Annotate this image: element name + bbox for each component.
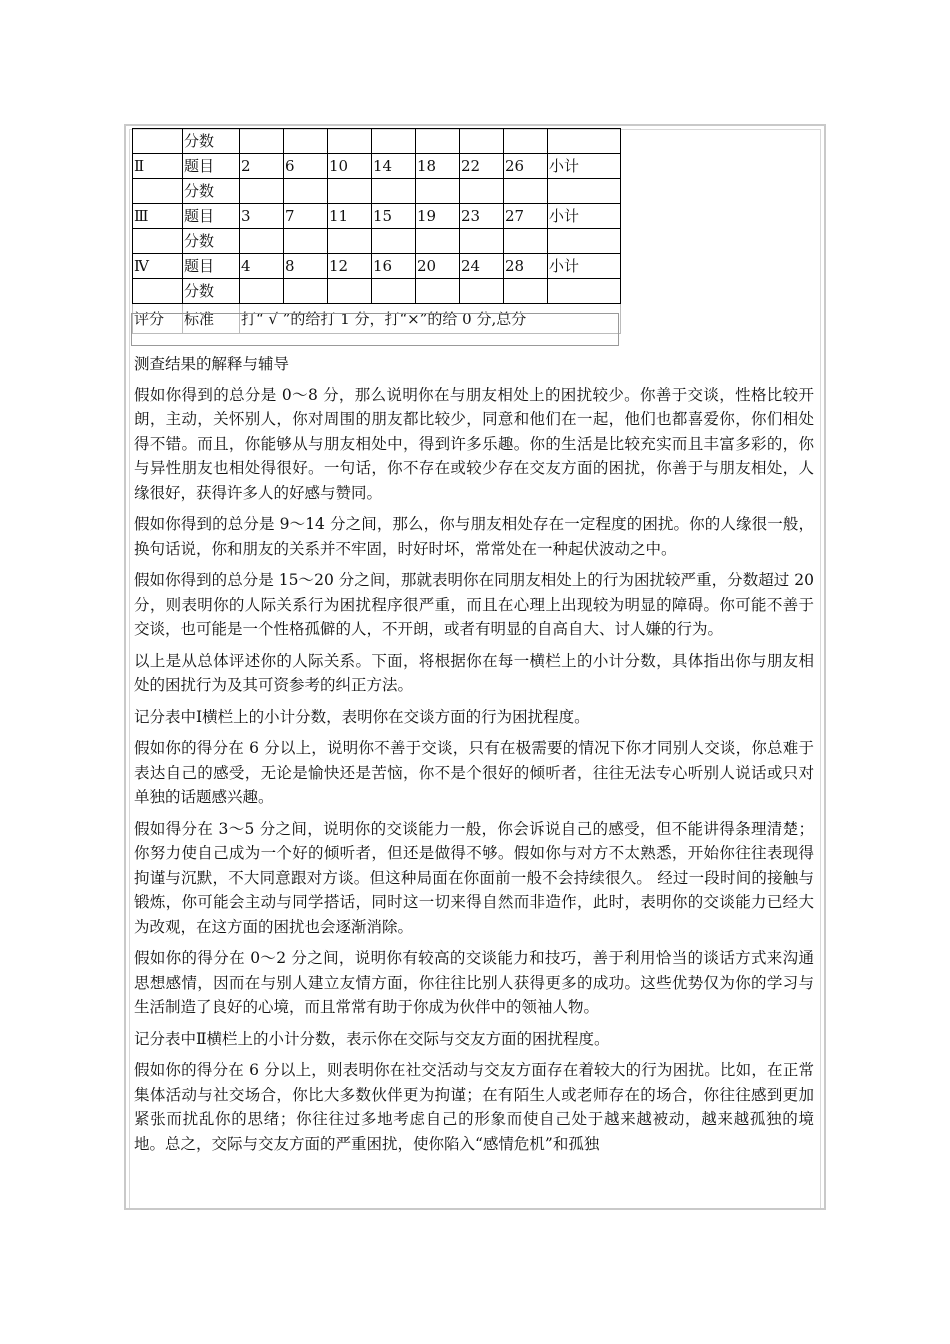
- paragraph: 假如你得到的总分是 15～20 分之间，那就表明你在同朋友相处上的行为困扰较严重，分数超过 20 分，则表明你的人际关系行为困扰程序很严重，而且在心理上出现较为明显的障碍。你可能不善于交谈，也可能是一个性格孤僻的人，不开朗，或者有明显的自高自大、讨人嫌的行为。: [134, 571, 814, 638]
- table-cell: 26: [504, 154, 548, 179]
- table-cell: 14: [372, 154, 416, 179]
- table-cell: 23: [460, 204, 504, 229]
- table-row: [133, 254, 621, 279]
- table-cell: [416, 129, 460, 154]
- table-cell: 小计: [548, 204, 621, 229]
- row-kind-cell: 分数: [183, 179, 240, 204]
- paragraph: 记分表中Ⅰ横栏上的小计分数，表明你在交谈方面的行为困扰程度。: [134, 707, 590, 726]
- table-cell: [548, 129, 621, 154]
- score-table: [132, 128, 621, 334]
- row-kind-cell: 分数: [183, 129, 240, 154]
- row-kind-cell: 题目: [183, 204, 240, 229]
- table-cell: [328, 229, 372, 254]
- scoring-row-border: [131, 313, 619, 346]
- table-cell: [504, 129, 548, 154]
- paragraph: 假如你的得分在 6 分以上，则表明你在社交活动与交友方面存在着较大的行为困扰。比如，在正常集体活动与社交场合，你比大多数伙伴更为拘谨；在有陌生人或老师存在的场合，你往往感到更加紧张而扰乱你的思绪；你往往过多地考虑自己的形象而使自己处于越来越被动，越来越孤独的境地。总之，交际与交友方面的严重困扰，使你陷入“感情危机”和孤独: [134, 1061, 814, 1153]
- table-row: [133, 129, 621, 154]
- table-cell: 12: [328, 254, 372, 279]
- group-cell: Ⅲ: [133, 204, 183, 229]
- table-cell: 10: [328, 154, 372, 179]
- scoring-label: 评分: [133, 304, 183, 334]
- table-cell: 7: [284, 204, 328, 229]
- table-cell: [504, 179, 548, 204]
- table-cell: [460, 179, 504, 204]
- row-kind-cell: 分数: [183, 229, 240, 254]
- paragraph: 假如你的得分在 0～2 分之间，说明你有较高的交谈能力和技巧，善于利用恰当的谈话方式来沟通思想感情，因而在与别人建立友情方面，你往往比别人获得更多的成功。这些优势仅为你的学习与生活制造了良好的心境，而且常常有助于你成为伙伴中的领袖人物。: [134, 949, 814, 1016]
- group-cell: [133, 179, 183, 204]
- table-cell: [548, 229, 621, 254]
- table-cell: 28: [504, 254, 548, 279]
- table-cell: [372, 279, 416, 304]
- table-cell: [240, 179, 284, 204]
- row-kind-cell: 题目: [183, 254, 240, 279]
- table-cell: [416, 279, 460, 304]
- table-cell: [548, 179, 621, 204]
- paragraph: 记分表中Ⅱ横栏上的小计分数，表示你在交际与交友方面的困扰程度。: [134, 1029, 610, 1048]
- paragraph: 假如你得到的总分是 0～8 分，那么说明你在与朋友相处上的困扰较少。你善于交谈，性格比较开朗，主动，关怀别人，你对周围的朋友都比较少，同意和他们在一起，他们也都喜爱你，你们相处得不错。而且，你能够从与朋友相处中，得到许多乐趣。你的生活是比较充实而且丰富多彩的，你与异性朋友也相处得很好。一句话，你不存在或较少存在交友方面的困扰，你善于与朋友相处，人缘很好，获得许多人的好感与赞同。: [134, 385, 814, 502]
- table-row: [133, 229, 621, 254]
- table-cell: 11: [328, 204, 372, 229]
- table-row: [133, 279, 621, 304]
- table-cell: 18: [416, 154, 460, 179]
- table-cell: [372, 129, 416, 154]
- table-cell: [416, 229, 460, 254]
- table-cell: 22: [460, 154, 504, 179]
- table-cell: [284, 129, 328, 154]
- group-cell: [133, 229, 183, 254]
- row-kind-cell: 分数: [183, 279, 240, 304]
- paragraph: 以上是从总体评述你的人际关系。下面，将根据你在每一横栏上的小计分数，具体指出你与朋友相处的困扰行为及其可资参考的纠正方法。: [134, 651, 814, 694]
- paragraph: 假如你得到的总分是 9～14 分之间，那么，你与朋友相处存在一定程度的困扰。你的人缘很一般，换句话说，你和朋友的关系并不牢固，时好时坏，常常处在一种起伏波动之中。: [134, 515, 814, 558]
- table-cell: [240, 129, 284, 154]
- document-body: [134, 352, 814, 1163]
- group-cell: [133, 279, 183, 304]
- table-cell: [372, 229, 416, 254]
- table-cell: 8: [284, 254, 328, 279]
- table-cell: [328, 129, 372, 154]
- table-cell: [460, 129, 504, 154]
- table-cell: 小计: [548, 154, 621, 179]
- group-cell: [133, 129, 183, 154]
- table-cell: [284, 229, 328, 254]
- scoring-kind: 标准: [183, 304, 240, 334]
- table-cell: [372, 179, 416, 204]
- table-row: [133, 179, 621, 204]
- table-row: [133, 204, 621, 229]
- table-cell: [548, 279, 621, 304]
- scoring-text: 打“ √ ”的给打 1 分，打“×”的给 0 分,总分: [240, 304, 621, 334]
- table-cell: 6: [284, 154, 328, 179]
- table-cell: [240, 229, 284, 254]
- paragraph: 假如得分在 3～5 分之间，说明你的交谈能力一般，你会诉说自己的感受，但不能讲得条理清楚；你努力使自己成为一个好的倾听者，但还是做得不够。假如你与对方不太熟悉，开始你往往表现得拘谨与沉默，不大同意跟对方谈。但这种局面在你面前一般不会持续很久。 经过一段时间的接触与锻炼，你可能会主动与同学搭话，同时这一切来得自然而非造作，此时，表明你的交谈能力已经大为改观，在这方面的困扰也会逐渐消除。: [134, 819, 814, 936]
- table-cell: 16: [372, 254, 416, 279]
- table-row: [133, 154, 621, 179]
- table-cell: 20: [416, 254, 460, 279]
- table-cell: [284, 179, 328, 204]
- table-cell: [328, 179, 372, 204]
- paragraph: 假如你的得分在 6 分以上，说明你不善于交谈，只有在极需要的情况下你才同别人交谈，你总难于表达自己的感受，无论是愉快还是苦恼，你不是个很好的倾听者，往往无法专心听别人说话或只对单独的话题感兴趣。: [134, 739, 814, 806]
- table-cell: [504, 229, 548, 254]
- table-cell: [328, 279, 372, 304]
- table-cell: [504, 279, 548, 304]
- table-cell: 24: [460, 254, 504, 279]
- table-cell: [416, 179, 460, 204]
- table-cell: 3: [240, 204, 284, 229]
- section-heading: 测查结果的解释与辅导: [134, 355, 290, 373]
- table-cell: 27: [504, 204, 548, 229]
- group-cell: Ⅱ: [133, 154, 183, 179]
- row-kind-cell: 题目: [183, 154, 240, 179]
- table-cell: [460, 279, 504, 304]
- table-cell: 15: [372, 204, 416, 229]
- table-cell: [240, 279, 284, 304]
- table-cell: 2: [240, 154, 284, 179]
- group-cell: Ⅳ: [133, 254, 183, 279]
- table-cell: 4: [240, 254, 284, 279]
- table-cell: [460, 229, 504, 254]
- table-cell: 19: [416, 204, 460, 229]
- table-cell: [284, 279, 328, 304]
- table-cell: 小计: [548, 254, 621, 279]
